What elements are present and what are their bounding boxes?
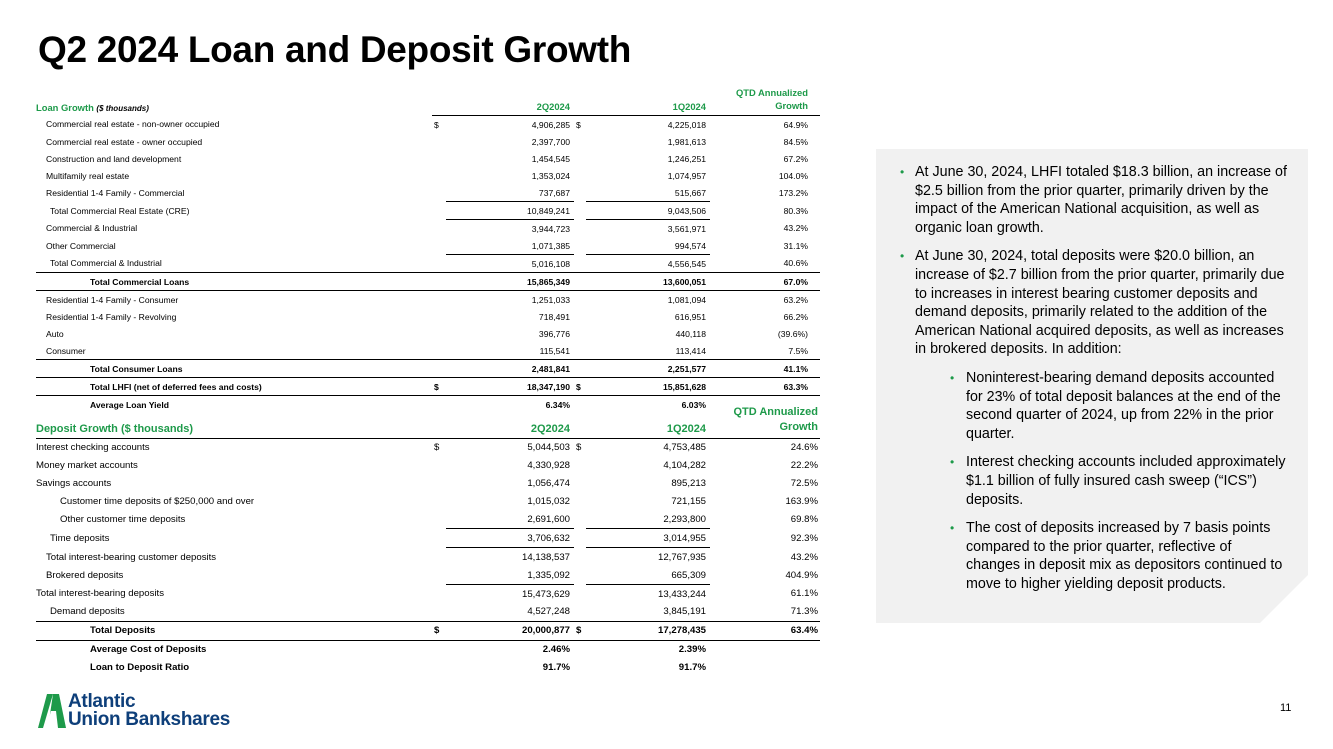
table-row: Residential 1-4 Family - Revolving 718,491 616,951 66.2% [46, 311, 808, 322]
loan-table-header [36, 84, 820, 116]
table-row: Total interest-bearing customer deposits 14,138,537 12,767,935 43.2% [46, 551, 818, 563]
page-title: Q2 2024 Loan and Deposit Growth [38, 29, 632, 70]
commentary-panel [876, 149, 1308, 623]
table-row: Commercial & Industrial 3,944,723 3,561,971 43.2% [46, 223, 808, 234]
deposit-header-label: Deposit Growth ($ thousands) [36, 403, 432, 439]
bullet-item: • At June 30, 2024, LHFI totaled $18.3 billion, an increase of $2.5 billion from the prior quarter, primarily driven by the impact of the American National acquisition, as well as organic loan growth. [900, 164, 1287, 236]
logo-line-2: Union Bankshares [68, 709, 231, 730]
company-logo [38, 692, 278, 732]
table-row: Time deposits 3,706,632 3,014,955 92.3% [36, 529, 820, 548]
sub-bullet-item: • The cost of deposits increased by 7 basis points compared to the prior quarter, reflective of changes in deposit mix as depositors continued to move to higher yielding deposit products. [950, 520, 1283, 592]
sub-bullet-item: • Noninterest-bearing demand deposits accounted for 23% of total deposit balances at the end of the second quarter of 2024, up from 22% in the prior quarter. [950, 369, 1281, 442]
table-row: Total interest-bearing deposits 15,473,629 13,433,244 61.1% [36, 588, 818, 600]
table-row: Total LHFI (net of deferred fees and costs) $ 18,347,190 $ 15,851,628 63.3% [36, 378, 820, 396]
table-row: Other Commercial 1,071,385 994,574 31.1% [36, 237, 820, 255]
loan-header-col-1q2024: 1Q2024 [586, 84, 710, 116]
table-row: Demand deposits 4,527,248 3,845,191 71.3% [36, 603, 820, 621]
loan-header-col-growth: QTD Annualized Growth [710, 84, 820, 116]
loan-header-units: ($ thousands) [96, 103, 149, 113]
table-row: Total Deposits $ 20,000,877 $ 17,278,435 63.4% [36, 621, 820, 640]
logo-line-1: Atlantic [68, 691, 136, 712]
table-row: Residential 1-4 Family - Commercial 737,687 515,667 173.2% [36, 184, 820, 202]
loan-header-col-2q2024: 2Q2024 [446, 84, 574, 116]
table-row: Residential 1-4 Family - Consumer 1,251,033 1,081,094 63.2% [46, 294, 808, 305]
bullet-dot-icon: • [950, 455, 955, 470]
table-row: Auto 396,776 440,118 (39.6%) [46, 328, 808, 339]
table-row: Interest checking accounts $ 5,044,503 $ 4,753,485 24.6% [36, 442, 818, 454]
bullet-item: • At June 30, 2024, total deposits were $20.0 billion, an increase of $2.7 billion from the prior quarter, primarily due to increases in interest bearing customer deposits and demand deposits, primarily related to the addition of the American National acquired deposits, as well as increases in brokered deposits. In addition: [900, 248, 1285, 358]
loan-growth-table [36, 84, 820, 413]
table-row: Savings accounts 1,056,474 895,213 72.5% [36, 478, 818, 490]
table-row: Commercial real estate - non-owner occupied $ 4,906,285 $ 4,225,018 64.9% [46, 119, 808, 130]
deposit-header-col-1q2024: 1Q2024 [586, 403, 710, 439]
deposit-table-header [36, 403, 820, 439]
table-row: Customer time deposits of $250,000 and over 1,015,032 721,155 163.9% [60, 496, 818, 508]
table-row: Average Cost of Deposits 2.46% 2.39% [90, 644, 706, 656]
table-row: Loan to Deposit Ratio 91.7% 91.7% [90, 662, 706, 674]
table-row: Construction and land development 1,454,545 1,246,251 67.2% [46, 153, 808, 164]
table-row: Average Loan Yield 6.34% 6.03% [90, 399, 706, 410]
table-row: Multifamily real estate 1,353,024 1,074,957 104.0% [46, 170, 808, 181]
table-row: Brokered deposits 1,335,092 665,309 404.9% [36, 566, 820, 584]
commentary-bullets [900, 163, 1288, 603]
sub-bullet-item: • Interest checking accounts included approximately $1.1 billion of fully insured cash sweep (“ICS”) deposits. [950, 454, 1286, 508]
table-row: Total Commercial & Industrial 5,016,108 4,556,545 40.6% [36, 255, 820, 273]
deposit-header-col-growth: QTD Annualized Growth [710, 403, 820, 439]
table-row: Total Consumer Loans 2,481,841 2,251,577 41.1% [36, 360, 820, 378]
atlantic-union-logo-icon [38, 694, 66, 728]
deposit-growth-table [36, 403, 820, 677]
bullet-dot-icon: • [950, 521, 955, 536]
table-row: Money market accounts 4,330,928 4,104,282 22.2% [36, 460, 818, 472]
bullet-dot-icon: • [900, 165, 905, 179]
deposit-header-col-2q2024: 2Q2024 [446, 403, 574, 439]
table-row: Total Commercial Real Estate (CRE) 10,849,241 9,043,506 80.3% [36, 202, 820, 220]
table-row: Commercial real estate - owner occupied 2,397,700 1,981,613 84.5% [46, 136, 808, 147]
bullet-dot-icon: • [900, 249, 905, 264]
page-number: 11 [1280, 702, 1292, 714]
bullet-dot-icon: • [950, 370, 955, 385]
table-row: Consumer 115,541 113,414 7.5% [36, 342, 820, 360]
table-row: Total Commercial Loans 15,865,349 13,600,051 67.0% [36, 273, 820, 291]
loan-header-label: Loan Growth ($ thousands) [36, 101, 149, 113]
table-row: Other customer time deposits 2,691,600 2,293,800 69.8% [36, 511, 820, 529]
